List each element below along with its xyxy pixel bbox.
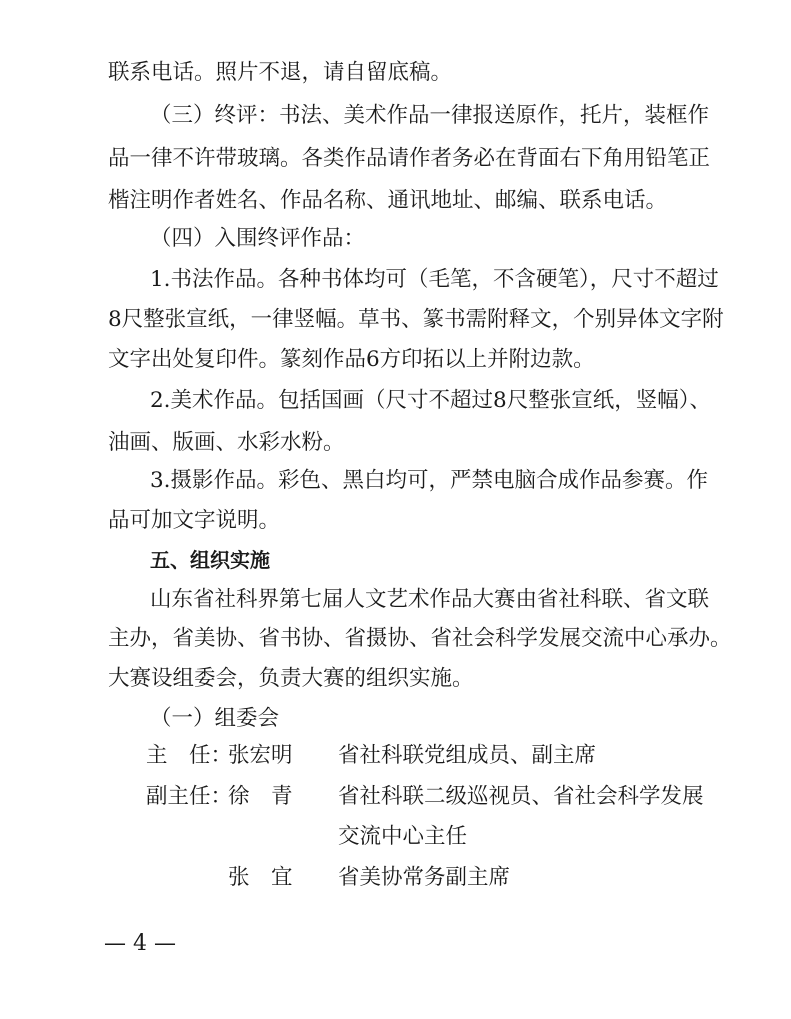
committee-role: 主 任： [146,743,233,768]
text-line: 文字出处复印件。篆刻作品6方印拓以上并附边款。 [108,347,595,372]
text-line: 楷注明作者姓名、作品名称、通讯地址、邮编、联系电话。 [108,188,668,213]
committee-name: 徐 青 [228,784,293,809]
section-subheading: （四）入围终评作品： [150,226,366,251]
text-line: 8尺整张宣纸，一律竖幅。草书、篆书需附释文，个别异体文字附 [108,307,724,332]
text-line: 品可加文字说明。 [108,508,281,533]
text-line: 品一律不许带玻璃。各类作品请作者务必在背面右下角用铅笔正 [108,146,711,171]
committee-title-continued: 交流中心主任 [338,824,468,849]
committee-role: 副主任： [146,784,233,809]
committee-title: 省社科联党组成员、副主席 [338,743,597,768]
page-number: — 4 — [104,931,176,956]
text-line: 2.美术作品。包括国画（尺寸不超过8尺整张宣纸，竖幅）、 [150,388,711,413]
section-heading: 五、组织实施 [150,548,270,572]
text-line: 油画、版画、水彩水粉。 [108,430,345,455]
text-line: 联系电话。照片不退，请自留底稿。 [108,60,453,85]
text-line: （三）终评：书法、美术作品一律报送原作，托片，装框作 [150,103,710,128]
committee-title: 省美协常务副主席 [338,865,511,890]
text-line: 山东省社科界第七届人文艺术作品大赛由省社科联、省文联 [150,587,710,612]
text-line: 3.摄影作品。彩色、黑白均可，严禁电脑合成作品参赛。作 [150,468,709,493]
text-line: 大赛设组委会，负责大赛的组织实施。 [108,666,474,691]
text-line: 主办，省美协、省书协、省摄协、省社会科学发展交流中心承办。 [108,626,732,651]
committee-name: 张 宜 [228,865,293,890]
section-subheading: （一）组委会 [150,706,280,731]
committee-name: 张宏明 [228,743,293,768]
committee-title: 省社科联二级巡视员、省社会科学发展 [338,784,704,809]
text-line: 1.书法作品。各种书体均可（毛笔，不含硬笔），尺寸不超过 [150,267,719,292]
